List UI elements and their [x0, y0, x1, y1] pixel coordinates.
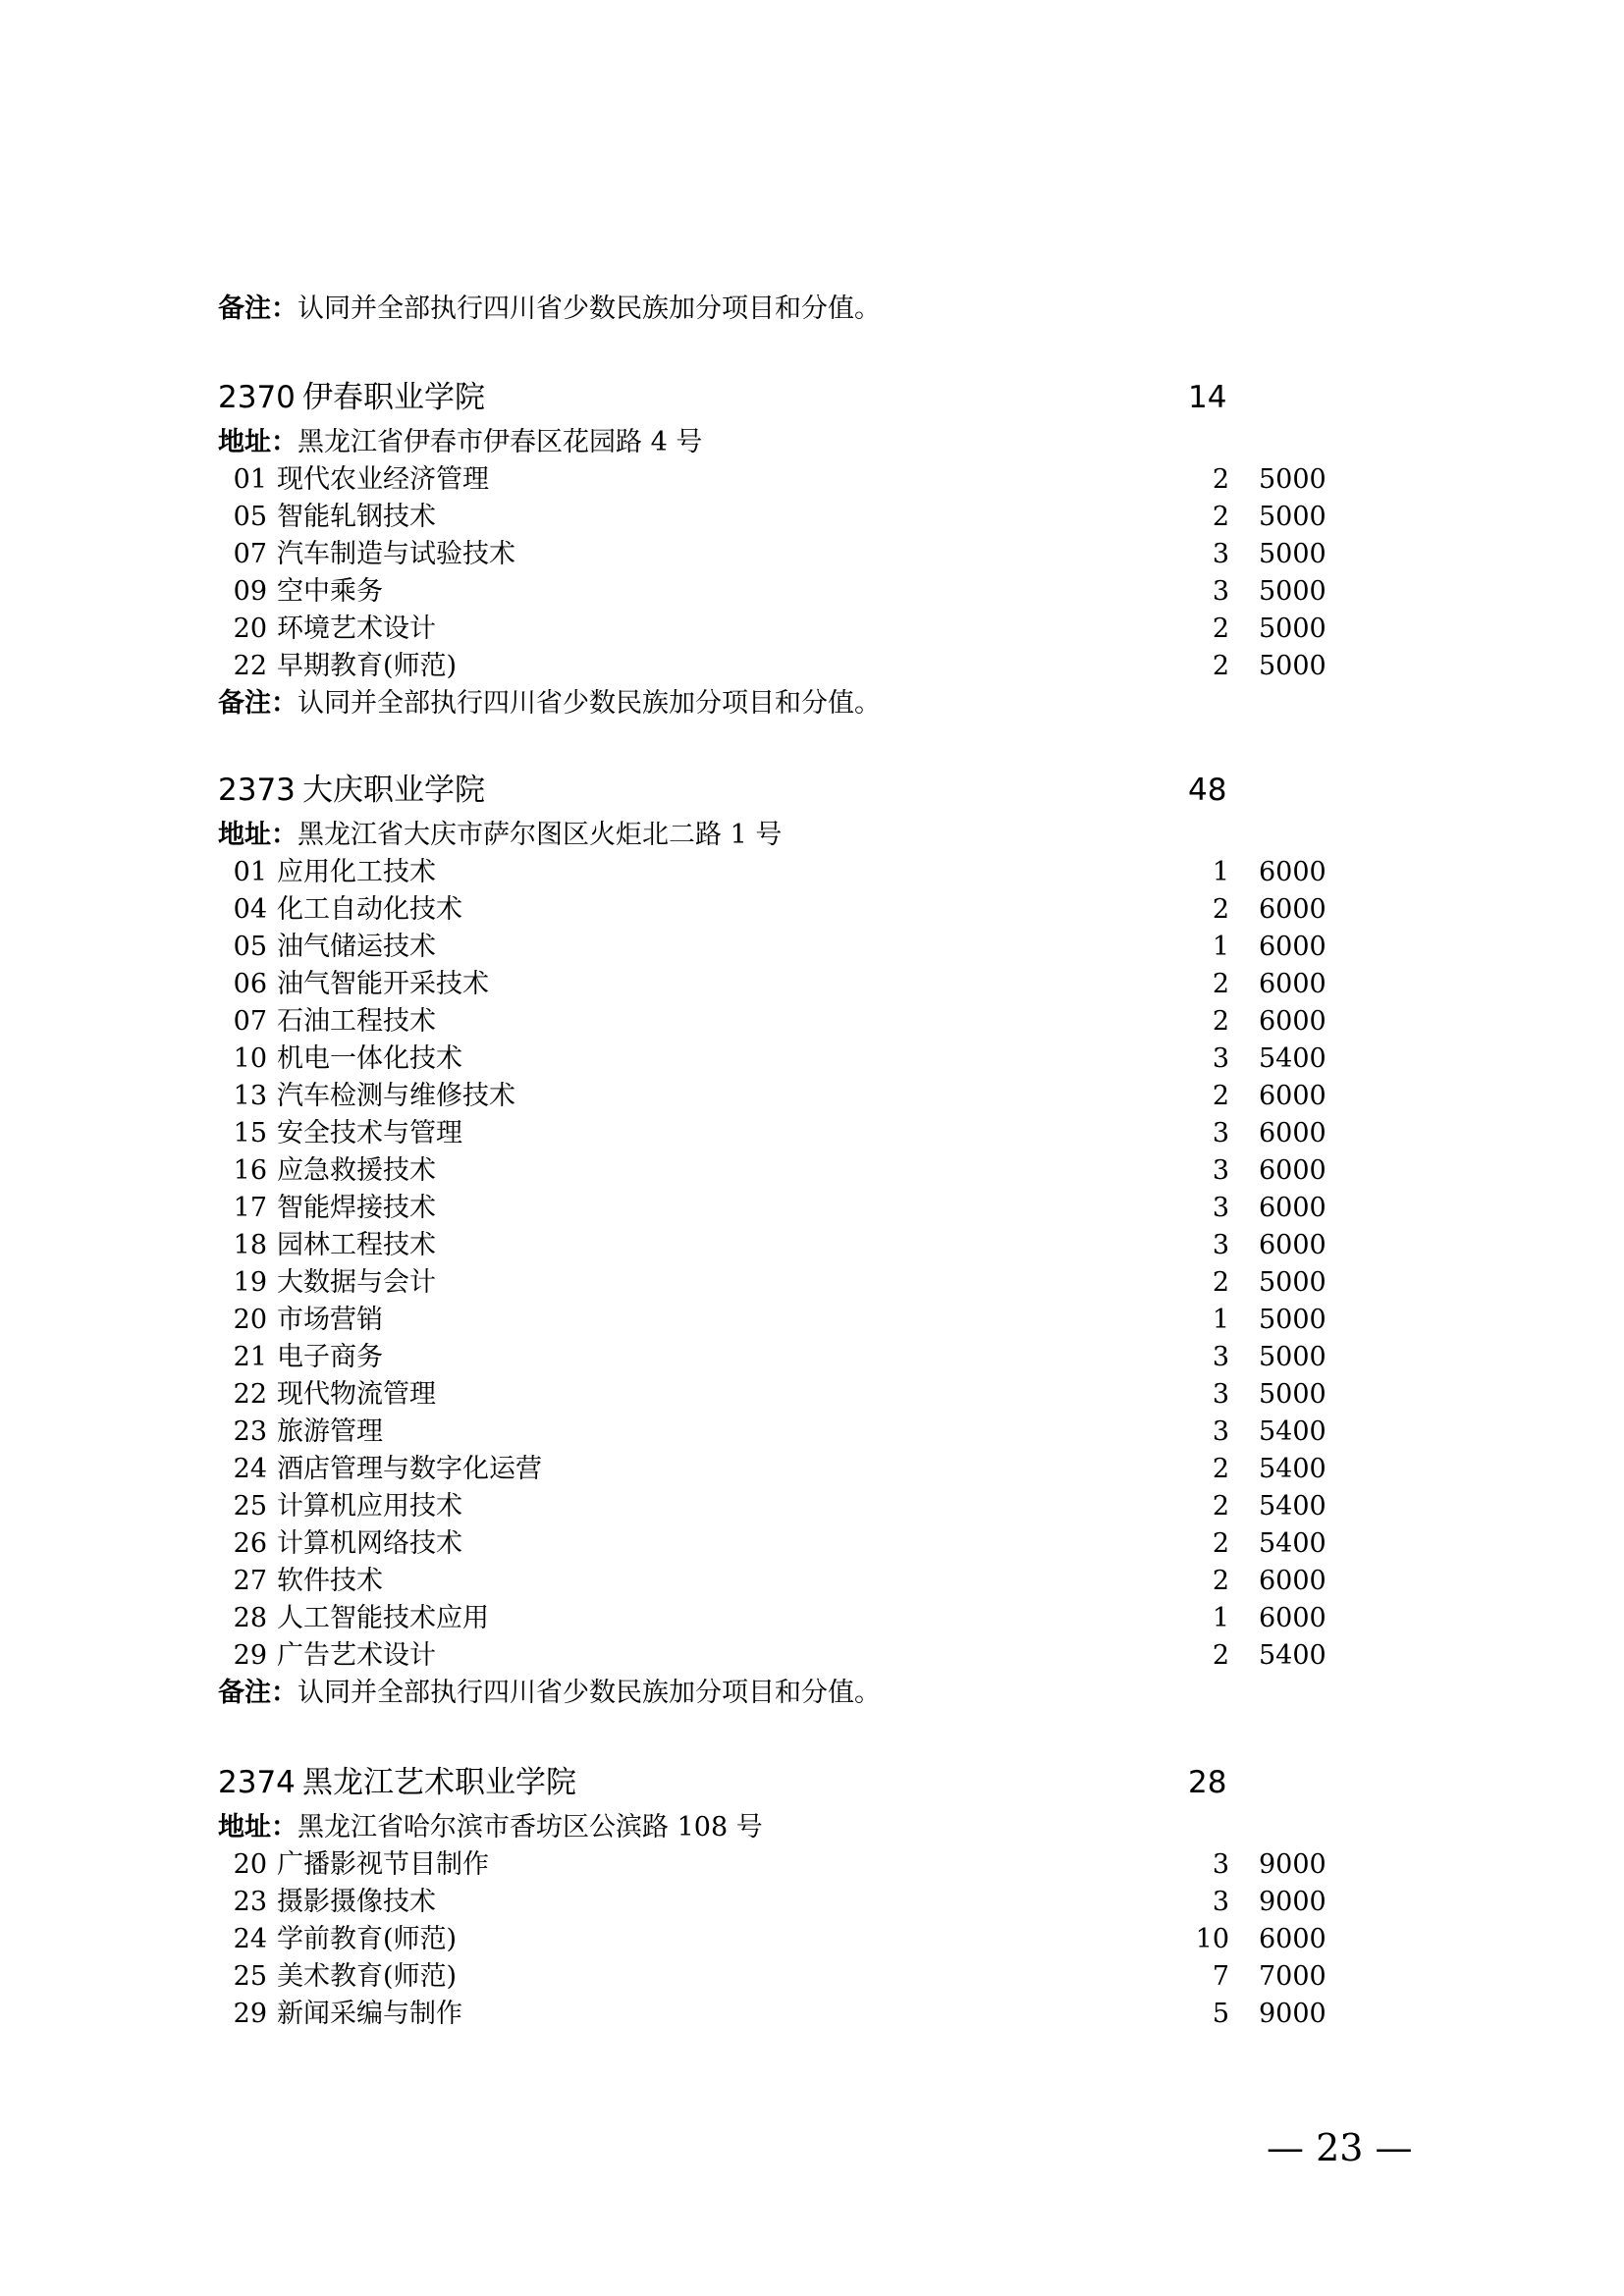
- major-fee: 5000: [1259, 1342, 1326, 1372]
- major-count: 3: [1212, 1118, 1229, 1148]
- major-row: [218, 1339, 1347, 1376]
- major-fee: 5400: [1259, 1640, 1326, 1671]
- major-count: 2: [1212, 651, 1229, 681]
- institution-code: 2373: [218, 773, 296, 808]
- major-fee: 5400: [1259, 1043, 1326, 1074]
- major-row: [218, 1078, 1347, 1115]
- major-code: 24: [233, 1924, 267, 1954]
- major-row: [218, 1227, 1347, 1264]
- address-label: 地址：: [218, 820, 298, 850]
- major-count: 1: [1212, 1305, 1229, 1335]
- major-count: 2: [1212, 1454, 1229, 1484]
- major-row: [218, 929, 1347, 966]
- major-name: 学前教育(师范): [277, 1924, 458, 1954]
- major-row: [218, 1414, 1347, 1451]
- major-row: [218, 1958, 1347, 1996]
- major-code: 18: [233, 1230, 267, 1260]
- institution-name: 伊春职业学院: [302, 380, 485, 415]
- major-fee: 9000: [1259, 1849, 1326, 1880]
- major-fee: 7000: [1259, 1961, 1326, 1992]
- major-name: 现代物流管理: [277, 1379, 436, 1410]
- major-name: 化工自动化技术: [277, 894, 462, 925]
- major-row: [218, 1525, 1347, 1563]
- address-label: 地址：: [218, 427, 298, 457]
- major-code: 20: [233, 614, 267, 644]
- major-name: 美术教育(师范): [277, 1961, 458, 1992]
- major-count: 3: [1212, 1342, 1229, 1372]
- institution-address: [218, 424, 1347, 461]
- major-code: 16: [233, 1155, 267, 1186]
- major-name: 安全技术与管理: [277, 1118, 462, 1148]
- major-name: 新闻采编与制作: [277, 1999, 462, 2029]
- major-fee: 5400: [1259, 1416, 1326, 1447]
- major-name: 早期教育(师范): [277, 651, 458, 681]
- major-count: 3: [1212, 1155, 1229, 1186]
- major-fee: 5000: [1259, 502, 1326, 532]
- major-name: 汽车制造与试验技术: [277, 539, 515, 569]
- major-fee: 5000: [1259, 576, 1326, 607]
- institution-name: 黑龙江艺术职业学院: [302, 1765, 576, 1800]
- major-count: 3: [1212, 576, 1229, 607]
- major-name: 电子商务: [277, 1342, 383, 1372]
- major-fee: 6000: [1259, 1924, 1326, 1954]
- major-name: 油气智能开采技术: [277, 969, 489, 999]
- institution-block-2370: [218, 371, 1347, 722]
- major-count: 3: [1212, 1043, 1229, 1074]
- major-count: 3: [1212, 1230, 1229, 1260]
- institution-name: 大庆职业学院: [302, 773, 485, 808]
- major-row: [218, 1637, 1347, 1675]
- major-row: [218, 461, 1347, 499]
- major-name: 计算机应用技术: [277, 1491, 462, 1522]
- major-fee: 6000: [1259, 857, 1326, 887]
- major-name: 酒店管理与数字化运营: [277, 1454, 542, 1484]
- major-name: 应用化工技术: [277, 857, 436, 887]
- major-count: 10: [1195, 1924, 1229, 1954]
- major-row: [218, 1488, 1347, 1525]
- major-code: 26: [233, 1528, 267, 1559]
- top-remark: [218, 283, 881, 336]
- major-list: [218, 461, 1347, 685]
- major-code: 25: [233, 1961, 267, 1992]
- major-fee: 6000: [1259, 1006, 1326, 1037]
- major-count: 2: [1212, 1566, 1229, 1596]
- major-row: [218, 1003, 1347, 1041]
- major-row: [218, 1563, 1347, 1600]
- address-text: 黑龙江省伊春市伊春区花园路 4 号: [298, 427, 703, 457]
- address-text: 黑龙江省哈尔滨市香坊区公滨路 108 号: [298, 1812, 763, 1842]
- institution-header: [218, 371, 1347, 424]
- institution-total: 14: [1188, 380, 1227, 415]
- major-count: 1: [1212, 857, 1229, 887]
- institution-header: [218, 764, 1347, 817]
- major-count: 2: [1212, 1006, 1229, 1037]
- major-row: [218, 1884, 1347, 1921]
- major-code: 13: [233, 1081, 267, 1111]
- major-code: 10: [233, 1043, 267, 1074]
- remark-label: 备注：: [218, 1678, 298, 1708]
- major-row: [218, 648, 1347, 685]
- major-row: [218, 891, 1347, 929]
- major-fee: 5000: [1259, 1379, 1326, 1410]
- major-fee: 6000: [1259, 1566, 1326, 1596]
- major-name: 环境艺术设计: [277, 614, 436, 644]
- major-code: 21: [233, 1342, 267, 1372]
- major-code: 01: [233, 464, 267, 495]
- major-row: [218, 1115, 1347, 1152]
- major-name: 石油工程技术: [277, 1006, 436, 1037]
- remark-text: 认同并全部执行四川省少数民族加分项目和分值。: [298, 1678, 881, 1708]
- major-list: [218, 854, 1347, 1675]
- major-name: 软件技术: [277, 1566, 383, 1596]
- institution-total: 28: [1188, 1765, 1227, 1800]
- major-code: 05: [233, 932, 267, 962]
- major-row: [218, 1264, 1347, 1302]
- major-fee: 5400: [1259, 1454, 1326, 1484]
- major-count: 7: [1212, 1961, 1229, 1992]
- major-fee: 5000: [1259, 1267, 1326, 1298]
- major-count: 2: [1212, 502, 1229, 532]
- major-fee: 6000: [1259, 932, 1326, 962]
- major-fee: 5000: [1259, 614, 1326, 644]
- major-row: [218, 1451, 1347, 1488]
- major-fee: 6000: [1259, 1603, 1326, 1633]
- address-text: 黑龙江省大庆市萨尔图区火炬北二路 1 号: [298, 820, 783, 850]
- major-fee: 5000: [1259, 464, 1326, 495]
- major-fee: 5400: [1259, 1491, 1326, 1522]
- institution-block-2373: [218, 764, 1347, 1712]
- major-row: [218, 499, 1347, 536]
- institution-address: [218, 817, 1347, 854]
- major-count: 2: [1212, 1528, 1229, 1559]
- major-fee: 5400: [1259, 1528, 1326, 1559]
- major-code: 22: [233, 651, 267, 681]
- major-fee: 6000: [1259, 894, 1326, 925]
- major-fee: 6000: [1259, 1081, 1326, 1111]
- major-row: [218, 854, 1347, 891]
- major-count: 3: [1212, 1379, 1229, 1410]
- major-count: 2: [1212, 1491, 1229, 1522]
- institution-block-2374: [218, 1756, 1347, 2033]
- major-code: 25: [233, 1491, 267, 1522]
- major-fee: 6000: [1259, 1230, 1326, 1260]
- major-name: 智能焊接技术: [277, 1193, 436, 1223]
- major-code: 17: [233, 1193, 267, 1223]
- institution-header: [218, 1756, 1347, 1809]
- institution-remark: [218, 685, 1347, 722]
- major-code: 06: [233, 969, 267, 999]
- major-name: 机电一体化技术: [277, 1043, 462, 1074]
- remark-label: 备注：: [218, 688, 298, 719]
- major-code: 20: [233, 1305, 267, 1335]
- major-list: [218, 1846, 1347, 2033]
- major-name: 计算机网络技术: [277, 1528, 462, 1559]
- institution-remark: [218, 1675, 1347, 1712]
- major-row: [218, 536, 1347, 573]
- major-name: 广播影视节目制作: [277, 1849, 489, 1880]
- major-count: 2: [1212, 1267, 1229, 1298]
- major-name: 应急救援技术: [277, 1155, 436, 1186]
- major-count: 2: [1212, 464, 1229, 495]
- major-row: [218, 1846, 1347, 1884]
- major-row: [218, 1152, 1347, 1190]
- major-row: [218, 1921, 1347, 1958]
- major-count: 3: [1212, 1849, 1229, 1880]
- remark-text: 认同并全部执行四川省少数民族加分项目和分值。: [298, 688, 881, 719]
- top-remark-text: 认同并全部执行四川省少数民族加分项目和分值。: [298, 294, 881, 324]
- major-name: 广告艺术设计: [277, 1640, 436, 1671]
- major-count: 2: [1212, 1640, 1229, 1671]
- major-row: [218, 1996, 1347, 2033]
- major-code: 01: [233, 857, 267, 887]
- major-count: 1: [1212, 1603, 1229, 1633]
- major-count: 3: [1212, 1193, 1229, 1223]
- major-row: [218, 1041, 1347, 1078]
- major-name: 空中乘务: [277, 576, 383, 607]
- major-code: 15: [233, 1118, 267, 1148]
- major-fee: 9000: [1259, 1999, 1326, 2029]
- major-name: 园林工程技术: [277, 1230, 436, 1260]
- major-name: 大数据与会计: [277, 1267, 436, 1298]
- major-name: 人工智能技术应用: [277, 1603, 489, 1633]
- major-count: 3: [1212, 539, 1229, 569]
- major-code: 07: [233, 539, 267, 569]
- institution-total: 48: [1188, 773, 1227, 808]
- major-count: 2: [1212, 894, 1229, 925]
- major-code: 29: [233, 1640, 267, 1671]
- major-code: 23: [233, 1416, 267, 1447]
- major-fee: 9000: [1259, 1887, 1326, 1917]
- major-row: [218, 1302, 1347, 1339]
- major-row: [218, 1190, 1347, 1227]
- major-fee: 5000: [1259, 539, 1326, 569]
- major-code: 19: [233, 1267, 267, 1298]
- address-label: 地址：: [218, 1812, 298, 1842]
- major-fee: 6000: [1259, 1193, 1326, 1223]
- major-fee: 5000: [1259, 651, 1326, 681]
- major-count: 2: [1212, 1081, 1229, 1111]
- major-code: 07: [233, 1006, 267, 1037]
- major-name: 汽车检测与维修技术: [277, 1081, 515, 1111]
- major-code: 27: [233, 1566, 267, 1596]
- major-name: 现代农业经济管理: [277, 464, 489, 495]
- major-count: 3: [1212, 1416, 1229, 1447]
- major-row: [218, 611, 1347, 648]
- top-remark-label: 备注：: [218, 294, 298, 324]
- major-fee: 5000: [1259, 1305, 1326, 1335]
- major-row: [218, 573, 1347, 611]
- major-row: [218, 1376, 1347, 1414]
- major-row: [218, 966, 1347, 1003]
- major-code: 09: [233, 576, 267, 607]
- major-count: 2: [1212, 969, 1229, 999]
- major-name: 摄影摄像技术: [277, 1887, 436, 1917]
- major-name: 市场营销: [277, 1305, 383, 1335]
- major-name: 油气储运技术: [277, 932, 436, 962]
- page-number: — 23 —: [1267, 2126, 1413, 2169]
- major-count: 2: [1212, 614, 1229, 644]
- major-code: 29: [233, 1999, 267, 2029]
- institution-address: [218, 1809, 1347, 1846]
- major-code: 23: [233, 1887, 267, 1917]
- major-count: 3: [1212, 1887, 1229, 1917]
- institution-code: 2374: [218, 1765, 296, 1800]
- major-code: 20: [233, 1849, 267, 1880]
- major-code: 22: [233, 1379, 267, 1410]
- major-code: 28: [233, 1603, 267, 1633]
- major-code: 05: [233, 502, 267, 532]
- major-name: 智能轧钢技术: [277, 502, 436, 532]
- institution-code: 2370: [218, 380, 296, 415]
- major-name: 旅游管理: [277, 1416, 383, 1447]
- major-fee: 6000: [1259, 1118, 1326, 1148]
- major-code: 04: [233, 894, 267, 925]
- major-row: [218, 1600, 1347, 1637]
- major-fee: 6000: [1259, 969, 1326, 999]
- major-count: 5: [1212, 1999, 1229, 2029]
- major-count: 1: [1212, 932, 1229, 962]
- major-fee: 6000: [1259, 1155, 1326, 1186]
- major-code: 24: [233, 1454, 267, 1484]
